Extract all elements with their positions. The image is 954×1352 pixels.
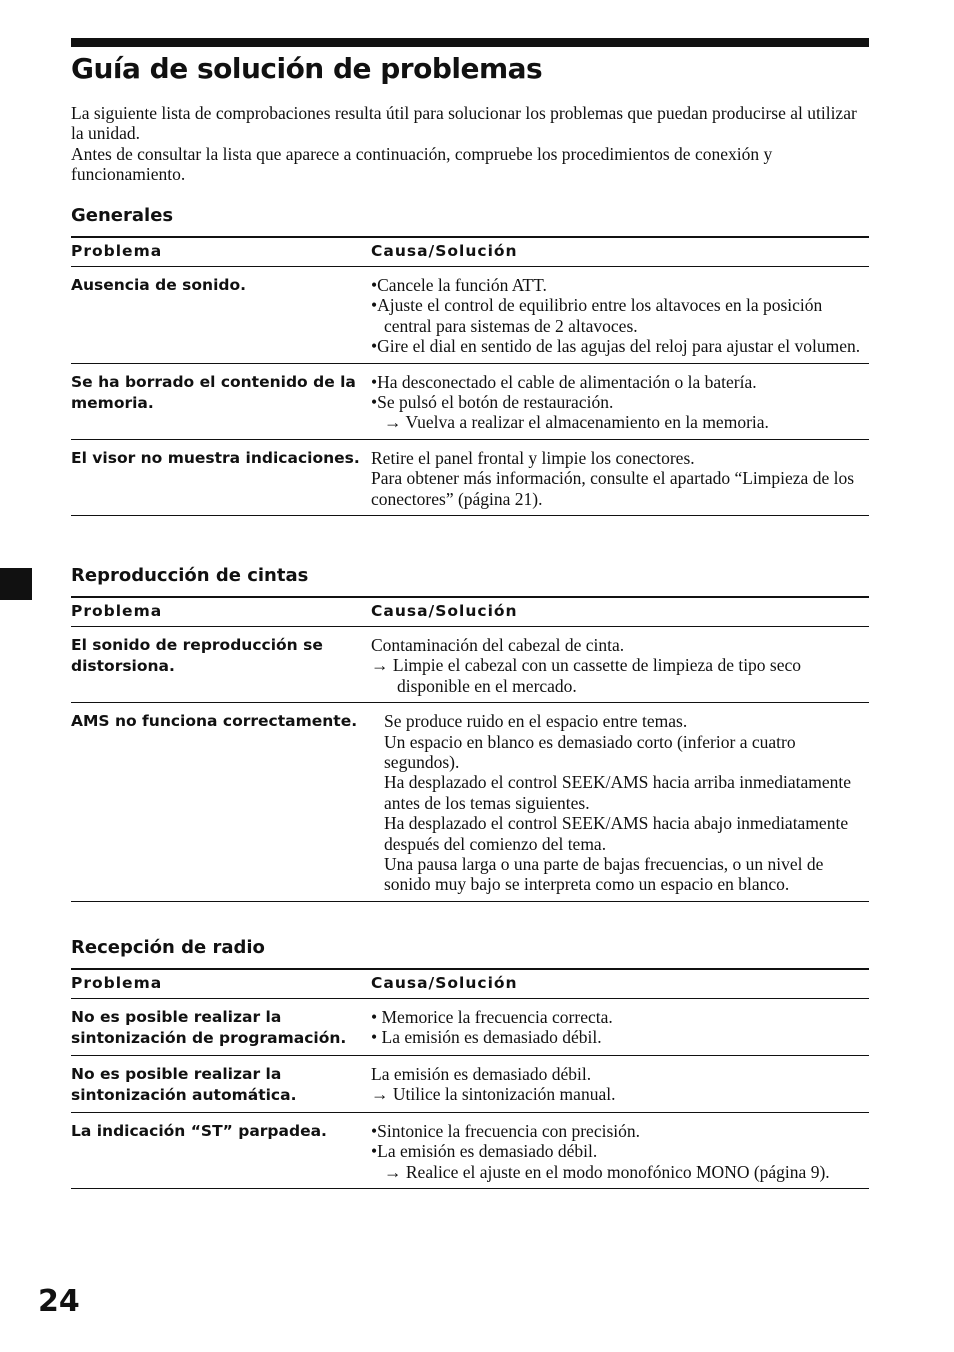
cause-line: Ha desplazado el control SEEK/AMS hacia abajo inmediatamente después del comienzo del tema. <box>384 813 849 854</box>
section-generales <box>71 205 869 516</box>
section-heading: Generales <box>71 205 174 226</box>
cause-line: Se produce ruido en el espacio entre temas. <box>384 711 688 732</box>
page-number: 24 <box>38 1284 80 1319</box>
troubleshooting-table <box>71 236 869 516</box>
table-row <box>71 1056 869 1113</box>
problem-cell: No es posible realizar la sintonización de programación. <box>71 999 371 1056</box>
cause-line: → Vuelva a realizar el almacenamiento en la memoria. <box>384 412 769 433</box>
cause-cell <box>371 1113 869 1189</box>
column-header-cause: Causa/Solución <box>371 237 869 267</box>
cause-line: •Cancele la función ATT. <box>371 275 547 295</box>
section-heading: Recepción de radio <box>71 937 265 958</box>
title-rule <box>71 38 869 47</box>
table-header-row <box>71 969 869 999</box>
cause-line: → Realice el ajuste en el modo monofónico MONO (página 9). <box>384 1161 830 1182</box>
column-header-problem: Problema <box>71 597 371 627</box>
table-row <box>71 267 869 364</box>
intro-text <box>71 103 871 185</box>
cause-line: Contaminación del cabezal de cinta. <box>371 635 625 655</box>
cause-line: •Sintonice la frecuencia con precisión. <box>371 1121 641 1141</box>
section-heading: Reproducción de cintas <box>71 565 309 586</box>
problem-cell: El visor no muestra indicaciones. <box>71 439 371 515</box>
table-row <box>71 363 869 439</box>
page-title: Guía de solución de problemas <box>71 52 543 85</box>
problem-cell: Se ha borrado el contenido de la memoria. <box>71 363 371 439</box>
troubleshooting-table <box>71 596 869 902</box>
table-row <box>71 703 869 902</box>
cause-line: Una pausa larga o una parte de bajas frecuencias, o un nivel de sonido muy bajo se interpreta como un espacio en blanco. <box>384 854 824 895</box>
problem-cell: La indicación “ST” parpadea. <box>71 1113 371 1189</box>
cause-line: Para obtener más información, consulte el apartado “Limpieza de los conectores” (página 21). <box>371 468 855 509</box>
problem-cell: Ausencia de sonido. <box>71 267 371 364</box>
problem-cell: No es posible realizar la sintonización automática. <box>71 1056 371 1113</box>
intro-paragraph: Antes de consultar la lista que aparece a continuación, compruebe los procedimientos de conexión y funcionamiento. <box>71 143 773 185</box>
cause-line: Retire el panel frontal y limpie los conectores. <box>371 447 695 468</box>
table-row <box>71 999 869 1056</box>
cause-line: La emisión es demasiado débil. <box>371 1064 592 1084</box>
section-cintas <box>71 565 869 902</box>
cause-line: Un espacio en blanco es demasiado corto (inferior a cuatro segundos). <box>384 731 796 773</box>
cause-cell <box>371 627 869 703</box>
problem-cell: El sonido de reproducción se distorsiona. <box>71 627 371 703</box>
table-row <box>71 439 869 515</box>
column-header-cause: Causa/Solución <box>371 597 869 627</box>
column-header-cause: Causa/Solución <box>371 969 869 999</box>
cause-cell <box>371 703 869 902</box>
cause-line: •La emisión es demasiado débil. <box>371 1141 598 1162</box>
cause-cell <box>371 1056 869 1113</box>
cause-cell <box>371 267 869 364</box>
table-header-row <box>71 597 869 627</box>
section-tab-marker <box>0 568 32 600</box>
cause-line: •Ha desconectado el cable de alimentación o la batería. <box>371 371 757 392</box>
problem-cell: AMS no funciona correctamente. <box>71 703 371 902</box>
cause-line: Ha desplazado el control SEEK/AMS hacia arriba inmediatamente antes de los temas siguientes. <box>384 772 851 813</box>
cause-line: → Limpie el cabezal con un cassette de limpieza de tipo seco disponible en el mercado. <box>371 655 802 696</box>
troubleshooting-table <box>71 968 869 1189</box>
cause-line: •Ajuste el control de equilibrio entre los altavoces en la posición central para sistemas de 2 altavoces. <box>371 295 823 336</box>
column-header-problem: Problema <box>71 969 371 999</box>
cause-cell <box>371 363 869 439</box>
cause-line: • La emisión es demasiado débil. <box>371 1027 602 1048</box>
cause-line: •Se pulsó el botón de restauración. <box>371 392 614 413</box>
cause-line: → Utilice la sintonización manual. <box>371 1084 616 1105</box>
table-row <box>71 627 869 703</box>
cause-line: •Gire el dial en sentido de las agujas del reloj para ajustar el volumen. <box>371 336 861 357</box>
table-row <box>71 1113 869 1189</box>
table-header-row <box>71 237 869 267</box>
cause-cell <box>371 999 869 1056</box>
cause-line: • Memorice la frecuencia correcta. <box>371 1007 613 1027</box>
intro-paragraph: La siguiente lista de comprobaciones resulta útil para solucionar los problemas que puedan producirse al utilizar la unidad. <box>71 103 857 144</box>
column-header-problem: Problema <box>71 237 371 267</box>
cause-cell <box>371 439 869 515</box>
section-radio <box>71 937 869 1189</box>
